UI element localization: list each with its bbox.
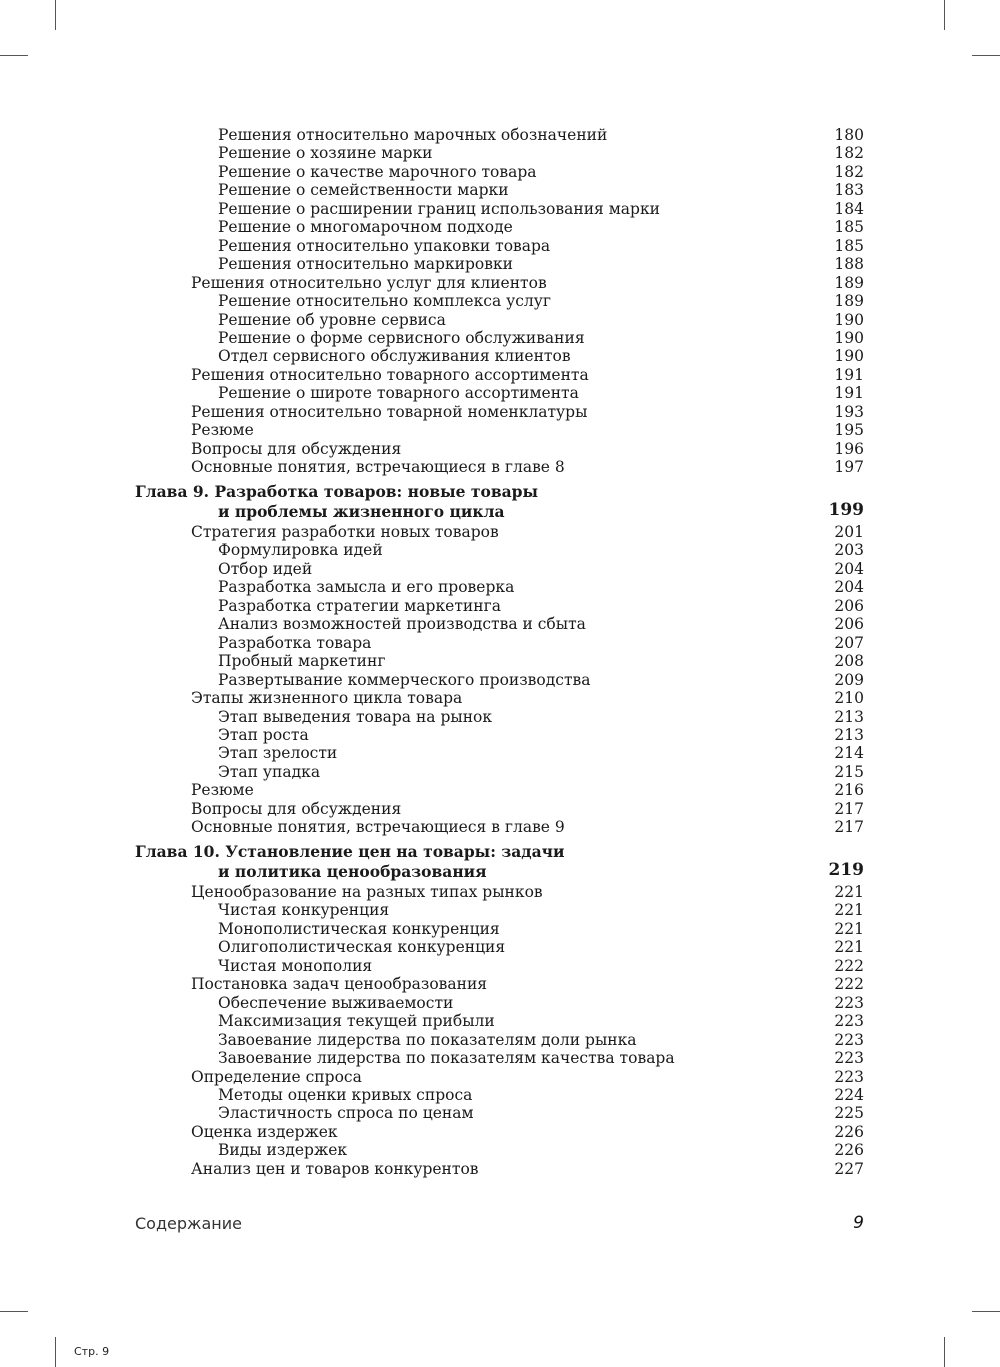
- toc-entry-page: 191: [834, 365, 864, 384]
- toc-entry-title: Отдел сервисного обслуживания клиентов: [218, 347, 571, 366]
- toc-entry-page: 215: [834, 762, 864, 781]
- toc-entry-title: Решения относительно маркировки: [218, 255, 513, 274]
- toc-entry-title: Решение о форме сервисного обслуживания: [218, 328, 585, 347]
- toc-entry-title: Пробный маркетинг: [218, 652, 386, 671]
- toc-entry-page: 184: [834, 199, 864, 218]
- toc-entry-page: 221: [834, 901, 864, 920]
- toc-entry-page: 185: [834, 236, 864, 255]
- toc-entry-page: 201: [834, 523, 864, 541]
- toc-entry-title: Формулировка идей: [218, 541, 383, 560]
- toc-entry-page: 206: [834, 596, 864, 615]
- toc-entry-page: 190: [834, 310, 864, 329]
- toc-entry-title: Этапы жизненного цикла товара: [191, 689, 463, 708]
- toc-entry-title: Анализ возможностей производства и сбыта: [218, 615, 586, 634]
- toc-entry-title: Монополистическая конкуренция: [218, 919, 500, 938]
- toc-entry-page: 204: [834, 559, 864, 578]
- toc-entry-page: 203: [834, 541, 864, 560]
- toc-entry-title: Виды издержек: [218, 1141, 348, 1160]
- toc-entry-title: Вопросы для обсуждения: [191, 439, 402, 458]
- toc-entry-page: 214: [834, 744, 864, 763]
- toc-entry-title: Анализ цен и товаров конкурентов: [191, 1159, 479, 1178]
- toc-entry-page: 190: [834, 347, 864, 366]
- toc-entry-page: 190: [834, 328, 864, 347]
- toc-entry-title: Олигополистическая конкуренция: [218, 938, 506, 957]
- chapter-heading-line1: Глава 9. Разработка товаров: новые товары: [135, 482, 539, 501]
- toc-entry-title: Отбор идей: [218, 559, 313, 578]
- crop-mark-bottom-left-v: [55, 1337, 56, 1367]
- toc-entry-page: 189: [834, 292, 864, 311]
- toc-entry-page: 191: [834, 384, 864, 403]
- toc-entry-title: Решение о качестве марочного товара: [218, 162, 537, 181]
- toc-entry-page: 227: [834, 1159, 864, 1178]
- toc-entry-title: Этап упадка: [218, 762, 321, 781]
- chapter-heading-line2: и проблемы жизненного цикла: [218, 502, 505, 521]
- toc-entry-page: 222: [834, 956, 864, 975]
- toc-entry-page: 206: [834, 615, 864, 634]
- toc-entry-title: Стратегия разработки новых товаров: [191, 523, 499, 541]
- toc-entry-page: 216: [834, 781, 864, 800]
- toc-entry-page: 222: [834, 975, 864, 994]
- toc-entry-title: Чистая монополия: [218, 956, 373, 975]
- toc-entry-page: 226: [834, 1122, 864, 1141]
- chapter-page: 199: [828, 500, 864, 520]
- toc-entry-page: 185: [834, 218, 864, 237]
- toc-entry-page: 208: [834, 652, 864, 671]
- toc-entry-page: 225: [834, 1104, 864, 1123]
- toc-entry-title: Оценка издержек: [191, 1122, 338, 1141]
- toc-entry-title: Завоевание лидерства по показателям качества товара: [218, 1049, 675, 1068]
- chapter-heading-line2: и политика ценообразования: [218, 862, 487, 881]
- toc-entry-title: Обеспечение выживаемости: [218, 993, 454, 1012]
- toc-entry-page: 207: [834, 633, 864, 652]
- toc-entry-title: Резюме: [191, 781, 254, 800]
- toc-entry-page: 213: [834, 725, 864, 744]
- toc-entry-page: 189: [834, 273, 864, 292]
- toc-entry-title: Решения относительно товарной номенклатуры: [191, 402, 588, 421]
- toc-entry-title: Разработка стратегии маркетинга: [218, 596, 501, 615]
- toc-entry-page: 224: [834, 1085, 864, 1104]
- toc-entry-title: Решение о семейственности марки: [218, 181, 509, 200]
- toc-entry-title: Этап роста: [218, 725, 309, 744]
- toc-entry-title: Решения относительно услуг для клиентов: [191, 273, 547, 292]
- toc-entry-page: 223: [834, 1067, 864, 1086]
- toc-entry-page: 183: [834, 181, 864, 200]
- toc-entry-page: 196: [834, 439, 864, 458]
- toc-entry-page: 221: [834, 883, 864, 901]
- toc-entry-title: Основные понятия, встречающиеся в главе 9: [191, 818, 565, 837]
- toc-entry-title: Завоевание лидерства по показателям доли рынка: [218, 1030, 637, 1049]
- toc-entry-page: 223: [834, 1012, 864, 1031]
- toc-entry-title: Решения относительно марочных обозначений: [218, 126, 608, 144]
- toc-entry-title: Решение относительно комплекса услуг: [218, 292, 552, 311]
- crop-mark-bottom-right-v: [944, 1337, 945, 1367]
- toc-entry-page: 221: [834, 919, 864, 938]
- toc-entry-page: 223: [834, 993, 864, 1012]
- crop-mark-top-left-h: [0, 55, 28, 56]
- toc-entry-title: Этап зрелости: [218, 744, 338, 763]
- toc-entry-title: Решение о расширении границ использования марки: [218, 199, 660, 218]
- toc-entry-title: Методы оценки кривых спроса: [218, 1085, 473, 1104]
- toc-entry-page: 213: [834, 707, 864, 726]
- toc-entry-page: 226: [834, 1141, 864, 1160]
- toc-entry-title: Вопросы для обсуждения: [191, 799, 402, 818]
- toc-entry-title: Эластичность спроса по ценам: [218, 1104, 474, 1123]
- toc-entry-page: 209: [834, 670, 864, 689]
- footer-title: Содержание: [135, 1214, 242, 1233]
- chapter-page: 219: [828, 860, 864, 880]
- toc-entry-page: 217: [834, 799, 864, 818]
- footer-page-number: 9: [853, 1213, 864, 1233]
- toc-entry-page: 217: [834, 818, 864, 837]
- toc-entry-page: 188: [834, 255, 864, 274]
- crop-mark-bottom-right-h: [972, 1311, 1000, 1312]
- toc-entry-page: 182: [834, 162, 864, 181]
- toc-entry-title: Решение о хозяине марки: [218, 144, 433, 163]
- toc-entry-title: Разработка замысла и его проверка: [218, 578, 515, 597]
- toc-entry-page: 223: [834, 1049, 864, 1068]
- toc-entry-title: Развертывание коммерческого производства: [218, 670, 591, 689]
- toc-entry-title: Решение об уровне сервиса: [218, 310, 446, 329]
- toc-entry-title: Ценообразование на разных типах рынков: [191, 883, 543, 901]
- page-label: Стр. 9: [74, 1345, 110, 1358]
- toc-entry-title: Определение спроса: [191, 1067, 362, 1086]
- toc-entry-title: Постановка задач ценообразования: [191, 975, 488, 994]
- crop-mark-top-left-v: [55, 0, 56, 30]
- toc-entry-page: 193: [834, 402, 864, 421]
- crop-mark-top-right-v: [944, 0, 945, 30]
- crop-mark-bottom-left-h: [0, 1311, 28, 1312]
- toc-entry-title: Этап выведения товара на рынок: [218, 707, 493, 726]
- toc-entry-page: 195: [834, 421, 864, 440]
- toc-entry-page: 180: [834, 126, 864, 144]
- toc-entry-title: Решения относительно товарного ассортимента: [191, 365, 589, 384]
- toc-entry-title: Чистая конкуренция: [218, 901, 390, 920]
- toc-entry-title: Максимизация текущей прибыли: [218, 1012, 495, 1031]
- toc-entry-title: Резюме: [191, 421, 254, 440]
- toc-entry-page: 223: [834, 1030, 864, 1049]
- toc-entry-title: Решение о многомарочном подходе: [218, 218, 513, 237]
- toc-entry-page: 221: [834, 938, 864, 957]
- toc-entry-page: 182: [834, 144, 864, 163]
- toc-entry-page: 197: [834, 458, 864, 477]
- toc-entry-title: Решения относительно упаковки товара: [218, 236, 551, 255]
- chapter-heading-line1: Глава 10. Установление цен на товары: задачи: [135, 842, 565, 861]
- toc-entry-title: Основные понятия, встречающиеся в главе 8: [191, 458, 565, 477]
- toc-entry-title: Разработка товара: [218, 633, 372, 652]
- crop-mark-top-right-h: [972, 55, 1000, 56]
- toc-entry-page: 204: [834, 578, 864, 597]
- toc-entry-title: Решение о широте товарного ассортимента: [218, 384, 579, 403]
- toc-entry-page: 210: [834, 689, 864, 708]
